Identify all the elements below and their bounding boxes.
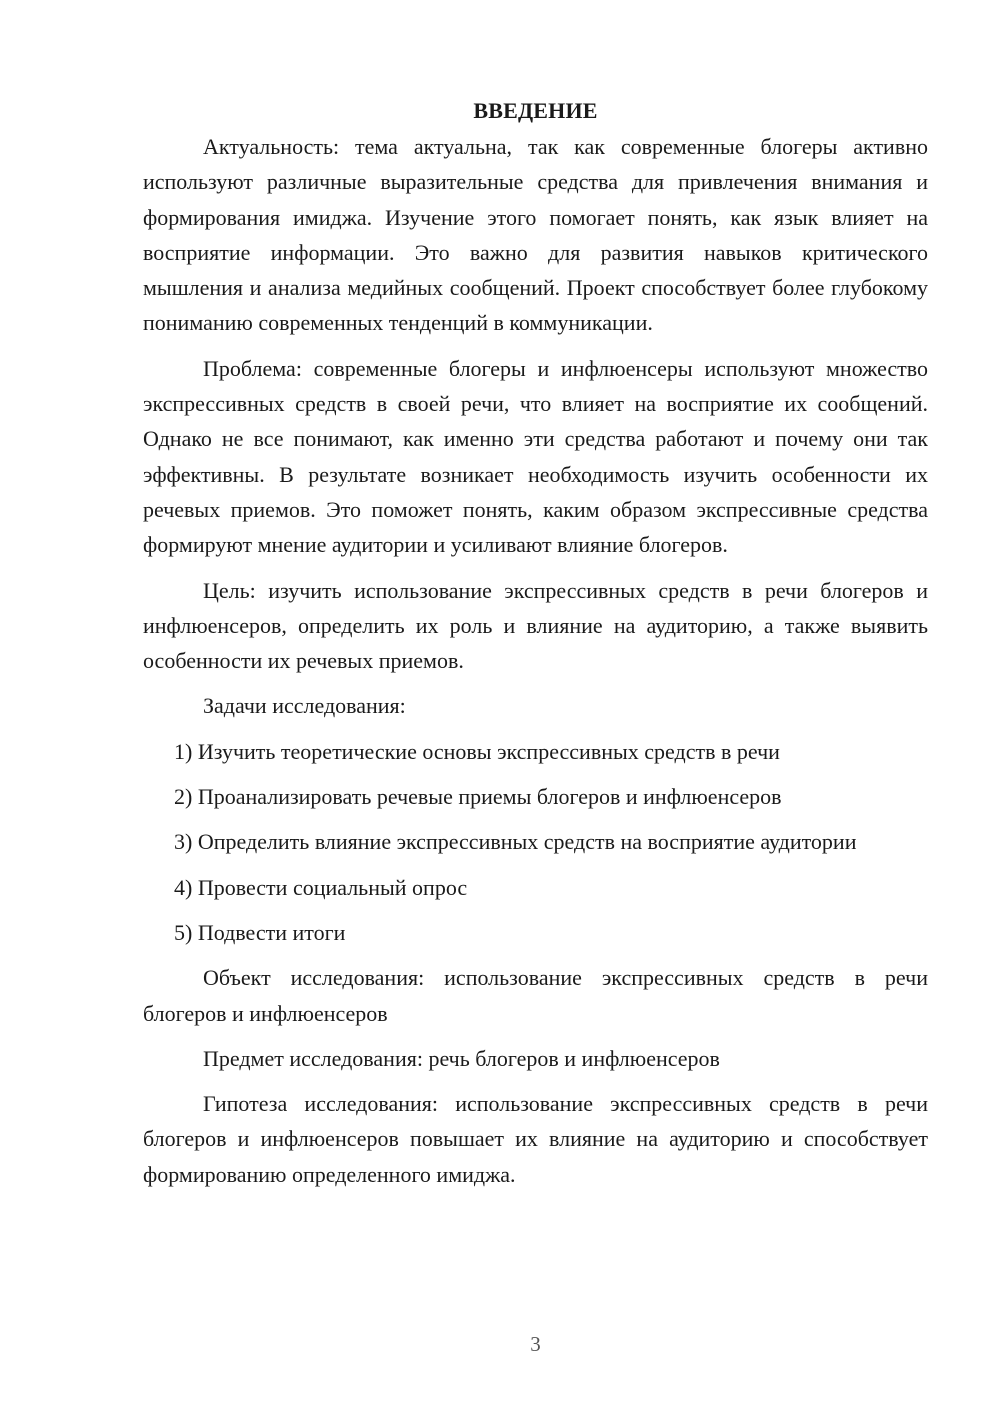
task-item: 2) Проанализировать речевые приемы блогеров и инфлюенсеров: [174, 784, 782, 810]
paragraph-subject: Предмет исследования: речь блогеров и инфлюенсеров: [203, 1045, 720, 1071]
paragraph-goal: Цель: изучить использование экспрессивных средств в речи блогеров и инфлюенсеров, определить их роль и влияние на аудиторию, а также выявить особенности их речевых приемов.: [143, 577, 928, 674]
paragraph-problem: Проблема: современные блогеры и инфлюенсеры используют множество экспрессивных средств в своей речи, что влияет на восприятие их сообщений. Однако не все понимают, как именно эти средства работают и почему они так эффективны. В результате возникает необходимость изучить особенности их речевых приемов. Это поможет понять, каким образом экспрессивные средства формируют мнение аудитории и усиливают влияние блогеров.: [143, 355, 928, 558]
task-item: 4) Провести социальный опрос: [174, 874, 468, 900]
task-item: 5) Подвести итоги: [174, 919, 346, 945]
tasks-list: [143, 734, 928, 950]
document-page: [143, 93, 928, 1202]
tasks-heading: Задачи исследования:: [203, 693, 406, 719]
paragraph-relevance: Актуальность: тема актуальна, так как современные блогеры активно используют различные выразительные средства для привлечения внимания и формирования имиджа. Изучение этого помогает понять, как язык влияет на восприятие информации. Это важно для развития навыков критического мышления и анализа медийных сообщений. Проект способствует более глубокому пониманию современных тенденций в коммуникации.: [143, 134, 928, 336]
paragraph-object: Объект исследования: использование экспрессивных средств в речи блогеров и инфлюенсеров: [143, 965, 928, 1026]
task-item: 1) Изучить теоретические основы экспрессивных средств в речи: [174, 738, 780, 764]
page-number: 3: [530, 1332, 541, 1356]
paragraph-hypothesis: Гипотеза исследования: использование экспрессивных средств в речи блогеров и инфлюенсеров повышает их влияние на аудиторию и способствует формированию определенного имиджа.: [143, 1091, 928, 1187]
document-title: ВВЕДЕНИЕ: [473, 98, 598, 123]
task-item: 3) Определить влияние экспрессивных средств на восприятие аудитории: [174, 829, 857, 855]
